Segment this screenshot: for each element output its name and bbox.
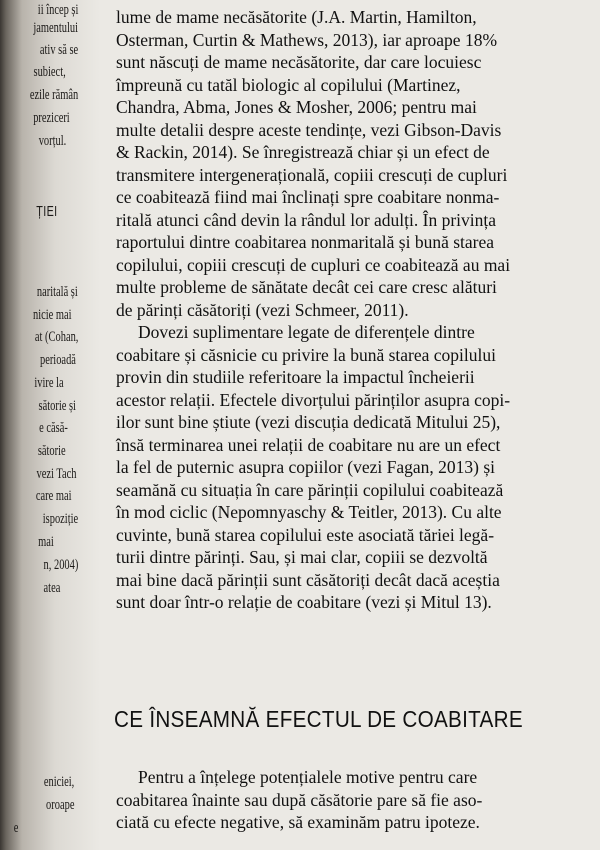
text-line: provin din studiile referitoare la impactul încheierii [116,367,475,387]
text-line: în mod ciclic (Nepomnyaschy & Teitler, 2013). Cu alte [116,502,502,522]
text-line: lume de mame necăsătorite (J.A. Martin, Hamilton, [116,7,477,27]
fragment-heading: ȚIEI [36,203,58,220]
fragment-line: eniciei, [43,774,74,790]
text-line: acestor relații. Efectele divorțului părinților asupra copi- [116,389,511,410]
fragment-line: mai [38,534,54,550]
fragment-line: care mai [36,488,72,504]
text-line: ciată cu efecte negative, să examinăm patru ipoteze. [116,812,480,832]
text-line: sunt născuți de mame necăsătorite, dar care locuiesc [116,52,482,72]
text-line: însă terminarea unei relații de coabitare nu are un efect [116,434,501,455]
fragment-line: n, 2004) [43,557,78,573]
text-line: ritală atunci când devin la rândul lor adulți. În privința [116,209,497,230]
text-line: ilor sunt bine știute (vezi discuția dedicată Mitului 25), [116,412,501,432]
body-text [116,6,568,614]
fragment-line: at (Cohan, [34,329,78,345]
text-line: împreună cu tatăl biologic al copilului (Martinez, [116,74,461,95]
fragment-line: naritală și [37,284,78,300]
fragment-line: oroape [45,797,74,813]
paragraph-first-line: Dovezi suplimentare legate de diferențele dintre [138,322,475,342]
text-line: copilului, copiii crescuți de cupluri ce coabitează au mai [116,254,511,275]
text-line: multe detalii despre aceste tendințe, vezi Gibson-Davis [116,119,502,140]
text-line: coabitarea înainte sau după căsătorie pare să fie aso- [116,789,483,810]
fragment-line: ii încep și [37,2,78,18]
fragment-line: nicie mai [33,307,72,323]
fragment-line: jamentului [33,20,78,36]
text-line: seamănă cu situația în care părinții copilului coabitează [116,479,504,500]
fragment-line: ezile rămân [29,87,78,103]
fragment-line: subiect, [33,64,66,80]
fragment-line: ativ să se [39,42,78,58]
text-line: transmitere intergenerațională, copiii crescuți de cupluri [116,164,508,185]
text-line: turii dintre părinți. Sau, și mai clar, copiii se dezvoltă [116,547,488,567]
paragraph-first-line: Pentru a înțelege potențialele motive pentru care [138,767,478,787]
text-line: Chandra, Abma, Jones & Mosher, 2006; pentru mai [116,97,477,117]
text-line: mai bine dacă părinții sunt căsătoriți decât dacă aceștia [116,569,500,590]
section-heading: CE ÎNSEAMNĂ EFECTUL DE COABITARE [114,706,523,732]
fragment-line: sătorie și [38,398,76,414]
text-line: & Rackin, 2014). Se înregistrează chiar și un efect de [116,142,490,162]
fragment-line: e căsă- [39,420,68,436]
fragment-line: sătorie [38,443,66,459]
text-line: multe probleme de sănătate decât cei care cresc alături [116,277,497,297]
fragment-line: ispoziție [42,511,78,527]
text-line: sunt doar într-o relație de coabitare (vezi și Mitul 13). [116,592,492,612]
section-body-text [116,766,568,834]
fragment-line: atea [43,580,60,596]
text-line: coabitare și căsnicie cu privire la bună starea copilului [116,344,496,365]
fragment-line: ivire la [34,375,64,391]
text-line: la fel de puternic asupra copiilor (vezi Fagan, 2013) și [116,457,496,477]
fragment-line: vorțul. [38,133,66,149]
text-line: cuvinte, bună starea copilului este asociată tăriei legă- [116,524,495,545]
text-line: de părinți căsătoriți (vezi Schmeer, 2011). [116,299,409,320]
text-line: Osterman, Curtin & Mathews, 2013), iar aproape 18% [116,29,498,50]
previous-page-fragments [0,0,80,850]
text-line: raportului dintre coabitarea nonmaritală și bună starea [116,232,495,252]
fragment-line: e [13,820,18,836]
fragment-line: vezi Tach [36,466,76,482]
text-line: ce coabitează fiind mai înclinați spre coabitare nonma- [116,187,500,207]
fragment-line: preziceri [33,110,70,126]
fragment-line: perioadă [40,352,76,368]
